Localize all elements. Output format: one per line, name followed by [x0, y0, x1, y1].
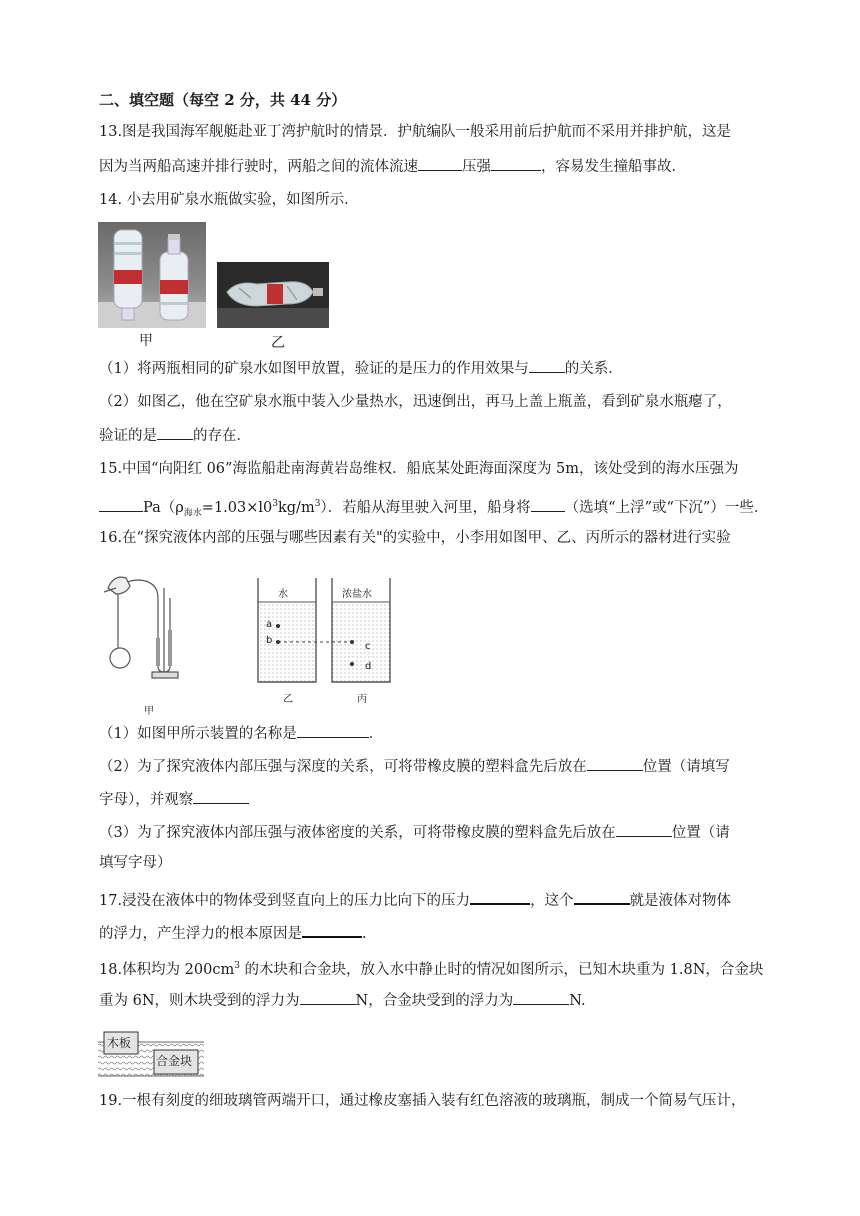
q18-text-e: N. [569, 993, 586, 1009]
q16-p2-text-b: 位置（请填写 [642, 759, 730, 775]
q16-part1 [99, 723, 383, 744]
section-title: 二、填空题（每空 2 分，共 44 分） [99, 91, 347, 109]
q14-p1-text-a: （1）将两瓶相同的矿泉水如图甲放置，验证的是压力的作用效果与 [99, 361, 529, 377]
q13-text-c: ，容易发生撞船事故． [541, 159, 686, 175]
q18-text-b: 的木块和合金块，放入水中静止时的情况如图所示，已知木块重为 1.8N，合金块 [239, 961, 764, 978]
q13-text-a: 因为当两船高速并排行驶时，两船之间的流体流速 [99, 159, 418, 175]
lab-yi: 乙 [283, 694, 293, 705]
q18-text-a: 18.体积均为 200cm [99, 961, 235, 978]
q16-blank-4[interactable] [616, 822, 672, 837]
q15-line1: 15.中国“向阳红 06”海监船赴南海黄岩岛维权．船底某处距海面深度为 5m，该处受到的海水压强为 [99, 461, 739, 477]
label-alloy: 合金块 [156, 1054, 193, 1068]
q15-sub: 海水 [183, 508, 202, 519]
label-point-d: d [365, 661, 372, 672]
q17-text-e: . [362, 926, 367, 942]
q16-part2 [99, 756, 730, 777]
q16-p2-text-a: （2）为了探究液体内部压强与深度的关系，可将带橡皮膜的塑料盒先后放在 [99, 759, 587, 775]
q14-part2-cont [99, 425, 251, 446]
q14-part1 [99, 358, 623, 379]
q16-p2-text-c: 字母），并观察 [99, 792, 194, 808]
q15-text-e: （选填“上浮”或“下沉”）一些． [564, 499, 769, 516]
q13-blank-2[interactable] [491, 156, 541, 171]
q14-blank-1[interactable] [529, 358, 565, 373]
label-point-c: c [365, 641, 371, 652]
label-brine: 浓盐水 [342, 589, 372, 600]
q15-sup2: 3 [314, 499, 321, 509]
q14-p3-text-b: 的存在． [193, 428, 251, 444]
q16-p1-text-a: （1）如图甲所示装置的名称是 [99, 726, 297, 742]
q14-p3-text-a: 验证的是 [99, 428, 157, 444]
q18-line2 [99, 990, 586, 1011]
q17-text-d: 的浮力，产生浮力的根本原因是 [99, 926, 302, 942]
q19-line1: 19.一根有刻度的细玻璃管两端开口，通过橡皮塞插入装有红色溶液的玻璃瓶，制成一个简易气压计， [99, 1093, 746, 1109]
q16-part3-cont: 填写字母） [99, 855, 172, 871]
q18-line1 [99, 956, 763, 980]
q17-blank-3[interactable] [302, 922, 362, 938]
label-point-a: a [266, 619, 273, 630]
q17-text-b: ，这个 [530, 893, 574, 909]
q14-blank-2[interactable] [157, 425, 193, 440]
lab-jia: 甲 [144, 706, 154, 717]
q18-blank-2[interactable] [513, 990, 569, 1005]
q16-p1-text-b: ． [368, 726, 384, 742]
q16-blank-1[interactable] [297, 723, 369, 738]
figure-bottles-jia [98, 222, 206, 328]
q17-text-c: 就是液体对物体 [629, 893, 732, 909]
q16-part2-cont [99, 789, 249, 810]
q18-sup: 3 [234, 961, 240, 971]
q15-sup: 3 [272, 499, 278, 509]
fig-label-yi: 乙 [271, 335, 285, 351]
q15-blank-1[interactable] [99, 497, 143, 512]
figure-manometer-jia [100, 568, 184, 698]
q16-blank-2[interactable] [587, 756, 643, 771]
label-water: 水 [278, 589, 288, 600]
q17-line1 [99, 889, 731, 911]
q13-text-b: 压强 [462, 159, 491, 175]
label-point-b: b [266, 635, 273, 646]
q16-p3-text-a: （3）为了探究液体内部压强与液体密度的关系，可将带橡皮膜的塑料盒先后放在 [99, 825, 616, 841]
q15-text-b: =1.03×l0 [201, 499, 273, 516]
q14-p1-text-b: 的关系． [564, 361, 623, 377]
lab-bing: 丙 [357, 694, 367, 705]
q16-stem: 16.在“探究液体内部的压强与哪些因素有关"的实验中，小李用如图甲、乙、丙所示的器材进行实验 [99, 530, 731, 546]
q15-text-c: kg/m [277, 499, 315, 516]
q17-blank-1[interactable] [470, 889, 530, 905]
fig-label-jia: 甲 [139, 333, 153, 349]
q17-text-a: 17.浸没在液体中的物体受到竖直向上的压力比向下的压力 [99, 893, 471, 909]
q16-part3 [99, 822, 730, 843]
q16-blank-3[interactable] [193, 789, 249, 804]
q15-blank-2[interactable] [531, 497, 565, 512]
q15-text-d: ）．若船从海里驶入河里，船身将 [320, 499, 531, 516]
q17-line2 [99, 922, 367, 944]
q15-line2 [99, 494, 768, 524]
q14-part2: （2）如图乙，他在空矿泉水瓶中装入少量热水，迅速倒出，再马上盖上瓶盖，看到矿泉水瓶瘪了， [99, 394, 732, 410]
q14-stem: 14. 小去用矿泉水瓶做实验，如图所示． [99, 192, 359, 208]
q17-blank-2[interactable] [574, 889, 630, 905]
q13-line1: 13.图是我国海军舰艇赴亚丁湾护航时的情景．护航编队一般采用前后护航而不采用并排护航，这是 [99, 124, 732, 140]
q18-text-c: 重为 6N，则木块受到的浮力为 [99, 993, 300, 1009]
q16-p3-text-b: 位置（请 [671, 825, 730, 841]
q15-text-a: Pa（ρ [143, 499, 184, 516]
figure-bottle-yi [217, 262, 329, 328]
q13-line2 [99, 156, 686, 177]
q18-blank-1[interactable] [300, 990, 356, 1005]
q18-text-d: N，合金块受到的浮力为 [355, 993, 514, 1009]
label-wood: 木板 [107, 1036, 132, 1050]
q13-blank-1[interactable] [418, 156, 462, 171]
